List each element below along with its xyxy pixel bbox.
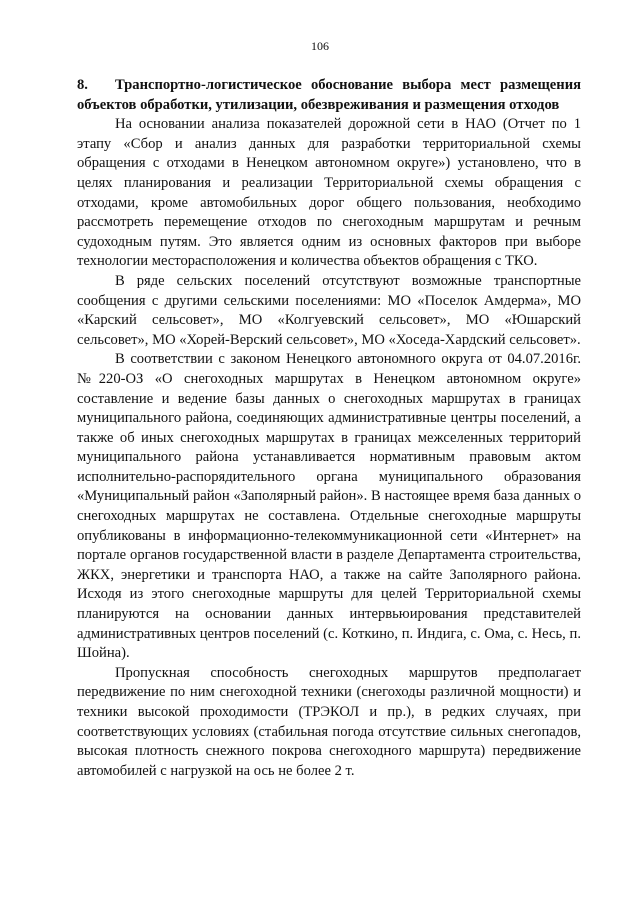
paragraph-road-network: На основании анализа показателей дорожной сети в НАО (Отчет по 1 этапу «Сбор и анализ данных для разработки территориальной схемы обращения с отходами в Ненецком автономном округе») установлено, что в целях планирования и реализации Территориальной схемы обращения с отходами, кроме автомобильных дорог общего пользования, необходимо рассмотреть перемещение отходов по снегоходным маршрутам и речным судоходным путям. Это является одним из основных факторов при выборе технологии месторасположения и количества объектов обращения с ТКО. [77, 116, 581, 270]
page-content [77, 76, 581, 781]
section-title: Транспортно-логистическое обоснование выбора мест размещения объектов обработки, утилизации, обезвреживания и размещения отходов [77, 77, 581, 113]
paragraph-no-transport: В ряде сельских поселений отсутствуют возможные транспортные сообщения с другими сельскими поселениями: МО «Поселок Амдерма», МО «Карский сельсовет», МО «Колгуевский сельсовет», МО «Юшарский сельсовет», МО «Хорей-Верский сельсовет», МО «Хоседа-Хардский сельсовет». [77, 272, 581, 348]
section-heading [77, 76, 581, 115]
section-number: 8. [77, 77, 88, 93]
paragraph-capacity: Пропускная способность снегоходных маршрутов предполагает передвижение по ним снегоходной техники (снегоходы различной мощности) и техники высокой проходимости (ТРЭКОЛ и пр.), в редких случаях, при соответствующих условиях (стабильная погода отсутствие сильных снегопадов, высокая плотность снежного покрова снегоходного маршрута) передвижение автомобилей с нагрузкой на ось не более 2 т. [77, 664, 581, 779]
paragraph-snowmobile-law: В соответствии с законом Ненецкого автономного округа от 04.07.2016г. №220-ОЗ «О снегоходных маршрутах в Ненецком автономном округе» составление и ведение базы данных о снегоходных маршрутах в границах муниципального района, соединяющих административные центры поселений, а также об иных снегоходных маршрутах в границах межселенных территорий муниципального района устанавливается нормативным правовым актом исполнительно-распорядительного органа муниципального образования «Муниципальный район «Заполярный район». В настоящее время база данных о снегоходных маршрутах не составлена. Отдельные снегоходные маршруты опубликованы в информационно-телекоммуникационной сети «Интернет» на портале органов государственной власти в разделе Департамента строительства, ЖКХ, энергетики и транспорта НАО, а также на сайте Заполярного района. Исходя из этого снегоходные маршруты для целей Территориальной схемы планируются на основании данных интервьюирования представителей административных центров поселений (с. Коткино, п. Индига, с. Ома, с. Несь, п. Шойна). [77, 351, 581, 662]
page-number: 106 [311, 39, 329, 53]
